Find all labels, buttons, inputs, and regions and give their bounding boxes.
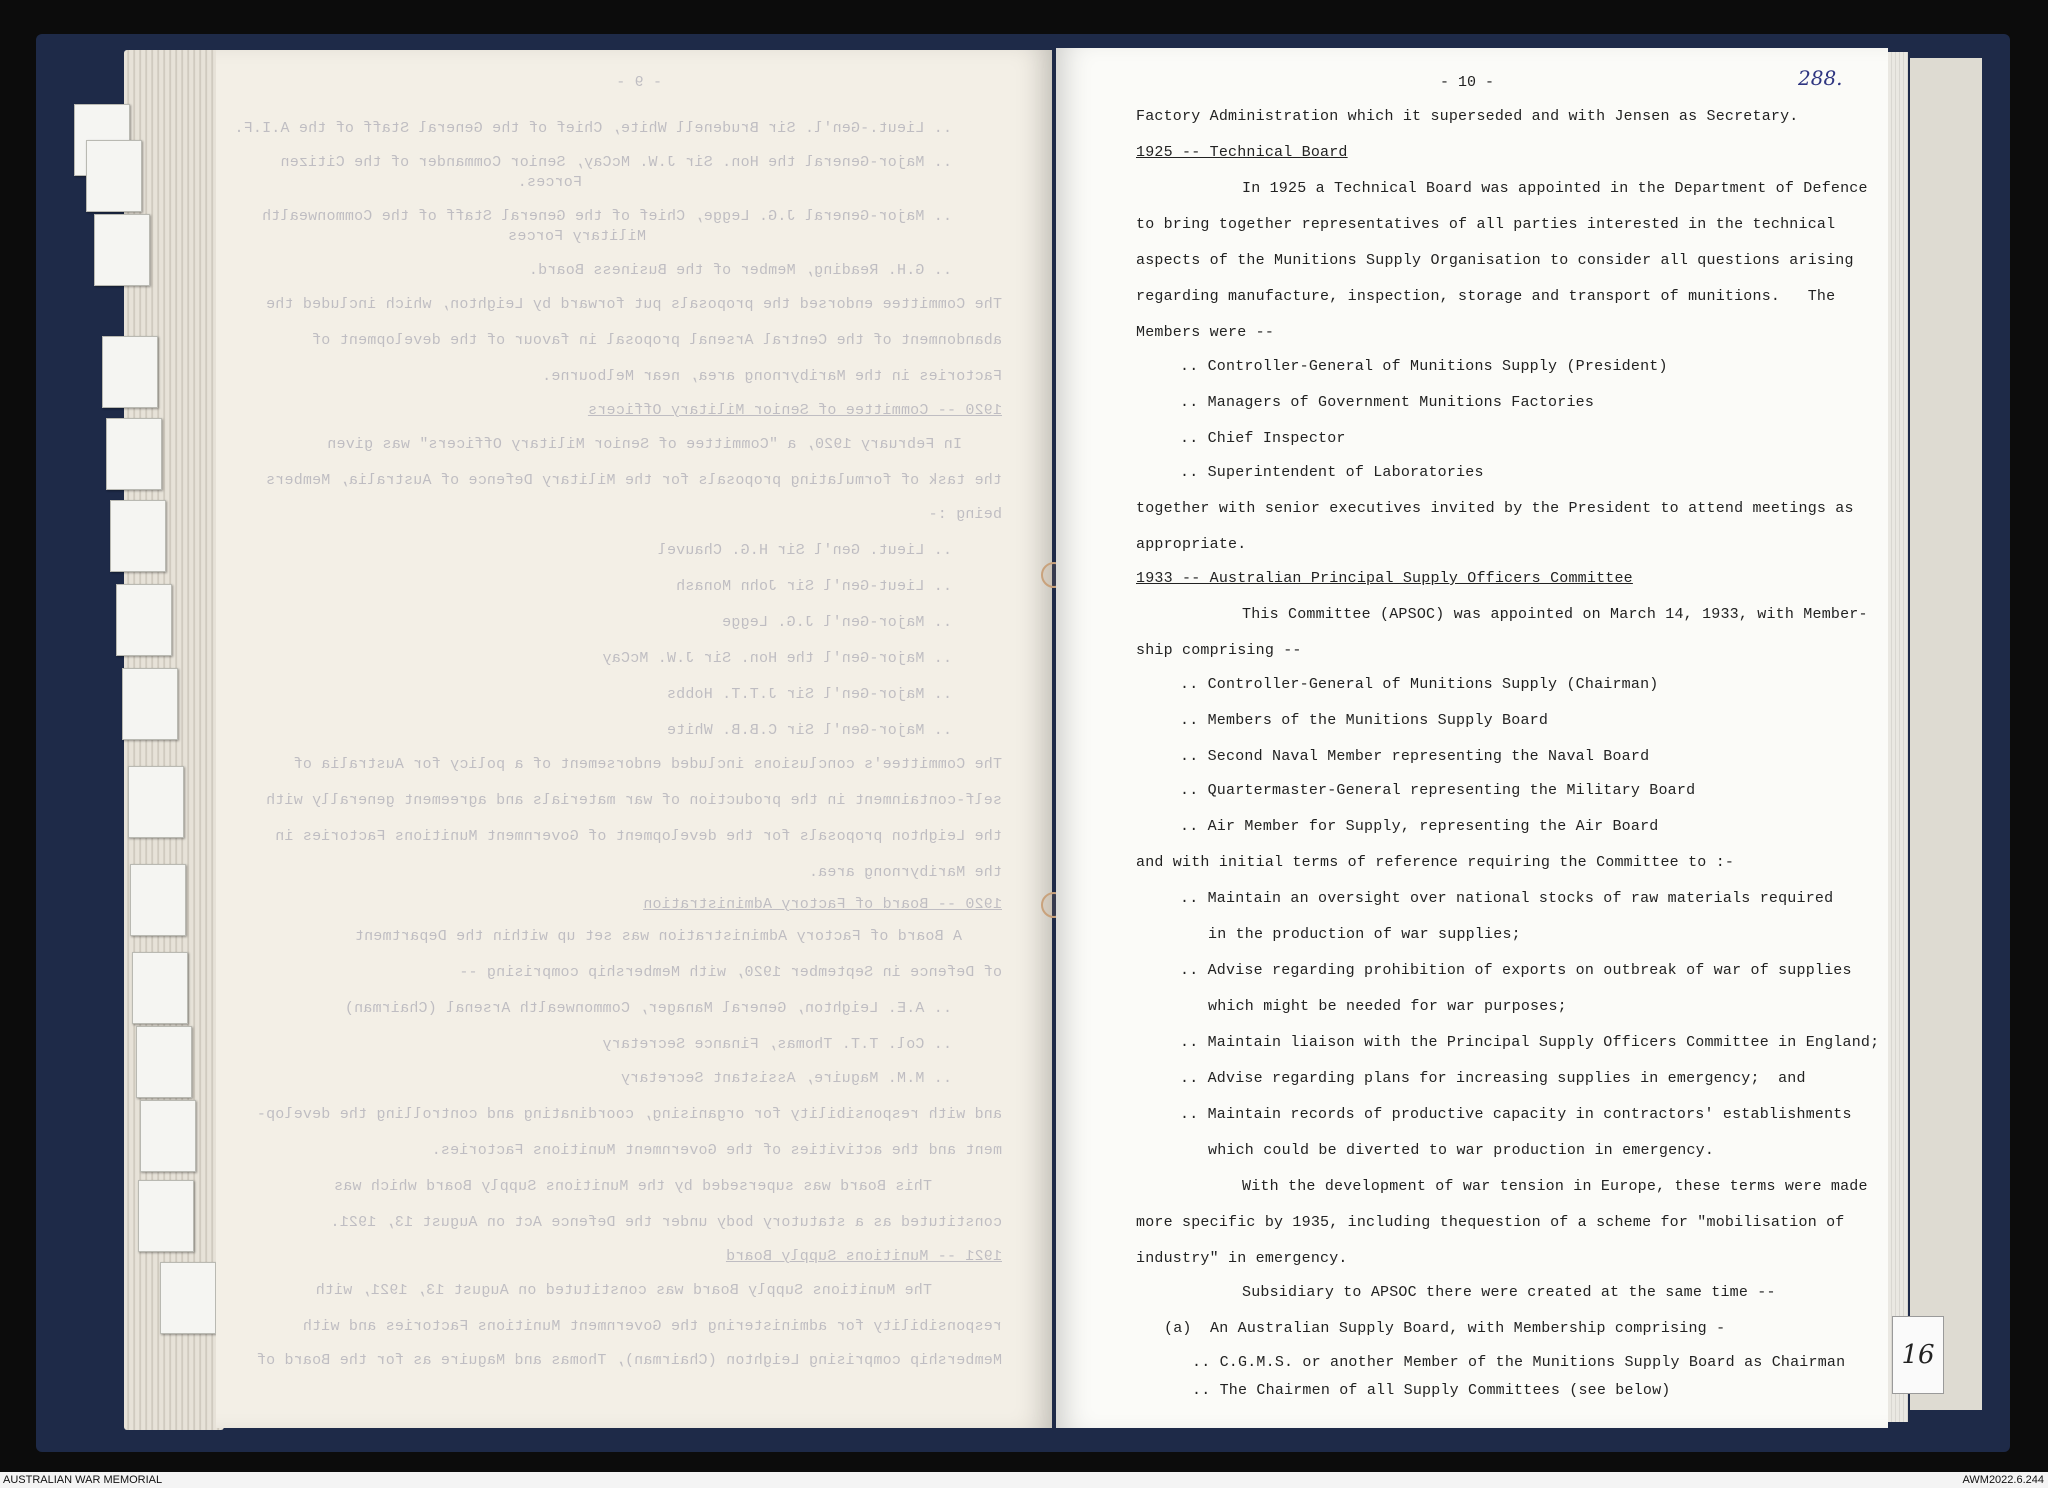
index-tab (86, 140, 142, 212)
bullet-item: .. Maintain an oversight over national stocks of raw materials required (1180, 890, 1834, 907)
text-line: which might be needed for war purposes; (1208, 998, 1567, 1015)
left-line: .. Lieut. Gen'l Sir H.G. Chauvel (657, 542, 952, 559)
bullet-item: .. Chief Inspector (1180, 430, 1346, 447)
left-line: the task of formulating proposals for the Military Defence of Australia, Members (265, 472, 1002, 489)
left-page-bleed-text (216, 50, 1052, 1428)
bullet-item: .. C.G.M.S. or another Member of the Munitions Supply Board as Chairman (1192, 1354, 1846, 1371)
left-line: .. Major-General J.G. Legge, Chief of the General Staff of the Commonwealth (261, 208, 952, 225)
left-line: A Board of Factory Administration was set up within the Department (354, 928, 962, 945)
text-line: Factory Administration which it superseded and with Jensen as Secretary. (1136, 108, 1799, 125)
text-line: in the production of war supplies; (1208, 926, 1521, 943)
text-line: In 1925 a Technical Board was appointed in the Department of Defence (1242, 180, 1868, 197)
bullet-item: .. Advise regarding prohibition of exports on outbreak of war of supplies (1180, 962, 1852, 979)
text-line: (a) An Australian Supply Board, with Membership comprising - (1164, 1320, 1726, 1337)
text-line: aspects of the Munitions Supply Organisation to consider all questions arising (1136, 252, 1854, 269)
left-line: responsibility for administering the Government Munitions Factories and with (302, 1318, 1002, 1335)
index-tab (106, 418, 162, 490)
index-tab (136, 1026, 192, 1098)
text-line: With the development of war tension in Europe, these terms were made (1242, 1178, 1868, 1195)
handwritten-folio: 288. (1798, 66, 1843, 90)
page-stack-right (1888, 52, 1908, 1422)
numbered-tag: 16 (1892, 1316, 1944, 1394)
section-heading: 1933 -- Australian Principal Supply Officers Committee (1136, 570, 1633, 587)
index-tab (128, 766, 184, 838)
left-line: the Maribyrnong area. (808, 864, 1002, 881)
left-line: .. G.H. Reading, Member of the Business Board. (528, 262, 952, 279)
left-heading: 1920 -- Committee of Senior Military Officers (587, 402, 1002, 419)
left-line: .. A.E. Leighton, General Manager, Commonwealth Arsenal (Chairman) (344, 1000, 952, 1017)
left-heading: 1921 -- Munitions Supply Board (725, 1248, 1002, 1265)
left-line: and with responsibility for organising, coordinating and controlling the develop- (256, 1106, 1002, 1123)
left-line: In February 1920, a "Committee of Senior Military Officers" was given (327, 436, 962, 453)
bullet-item: .. Quartermaster-General representing the Military Board (1180, 782, 1696, 799)
text-line: Members were -- (1136, 324, 1275, 341)
index-tab (116, 584, 172, 656)
left-line: .. Major-Gen'l the Hon. Sir J.W. McCay (602, 650, 952, 667)
left-line: Military Forces (507, 228, 646, 245)
left-line: .. Major-Gen'l Sir J.T.T. Hobbs (666, 686, 952, 703)
index-tab (94, 214, 150, 286)
bullet-item: .. Second Naval Member representing the Naval Board (1180, 748, 1650, 765)
bullet-item: .. Controller-General of Munitions Supply (Chairman) (1180, 676, 1659, 693)
bullet-item: .. Members of the Munitions Supply Board (1180, 712, 1549, 729)
index-tab (138, 1180, 194, 1252)
index-tab (140, 1100, 196, 1172)
left-line: Factories in the Maribyrnong area, near Melbourne. (541, 368, 1002, 385)
right-page (1056, 48, 1888, 1428)
page-number: - 10 - (1440, 74, 1495, 91)
text-line: and with initial terms of reference requiring the Committee to :- (1136, 854, 1735, 871)
index-tab (102, 336, 158, 408)
left-line: self-containment in the production of war materials and agreement generally with (265, 792, 1002, 809)
left-heading: 1920 -- Board of Factory Administration (643, 896, 1002, 913)
left-page-number: - 9 - (615, 74, 662, 91)
left-line: ment and the activities of the Government Munitions Factories. (431, 1142, 1002, 1159)
text-line: which could be diverted to war production in emergency. (1208, 1142, 1715, 1159)
text-line: appropriate. (1136, 536, 1247, 553)
text-line: to bring together representatives of all parties interested in the technical (1136, 216, 1836, 233)
left-line: Forces. (517, 174, 582, 191)
bullet-item: .. Air Member for Supply, representing the Air Board (1180, 818, 1659, 835)
left-line: the Leighton proposals for the development of Government Munitions Factories in (275, 828, 1002, 845)
index-tab (110, 500, 166, 572)
index-tab (130, 864, 186, 936)
left-page (216, 50, 1052, 1428)
left-line: of Defence in September 1920, with Membership comprising -- (459, 964, 1002, 981)
left-line: .. Col. T.T. Thomas, Finance Secretary (602, 1036, 952, 1053)
text-line: more specific by 1935, including thequestion of a scheme for "mobilisation of (1136, 1214, 1845, 1231)
left-line: .. Lieut.-Gen'l. Sir Brudenell White, Chief of the General Staff of the A.I.F. (234, 120, 952, 137)
text-line: regarding manufacture, inspection, storage and transport of munitions. The (1136, 288, 1836, 305)
section-heading: 1925 -- Technical Board (1136, 144, 1348, 161)
text-line: ship comprising -- (1136, 642, 1302, 659)
bullet-item: .. Superintendent of Laboratories (1180, 464, 1484, 481)
index-tab (160, 1262, 216, 1334)
footer (0, 1472, 2048, 1488)
left-line: Membership comprising Leighton (Chairman), Thomas and Maguire as for the Board of (256, 1352, 1002, 1369)
left-line: The Munitions Supply Board was constituted on August 13, 1921, with (315, 1282, 932, 1299)
text-line: Subsidiary to APSOC there were created at the same time -- (1242, 1284, 1776, 1301)
left-line: The Committee endorsed the proposals put forward by Leighton, which included the (265, 296, 1002, 313)
left-line: constituted as a statutory body under the Defence Act on August 13, 1921. (330, 1214, 1002, 1231)
left-line: .. Major-Gen'l J.G. Legge (721, 614, 952, 631)
bullet-item: .. Controller-General of Munitions Supply (President) (1180, 358, 1668, 375)
left-line: .. Lieut-Gen'l Sir John Monash (675, 578, 952, 595)
index-tab (132, 952, 188, 1024)
left-line: being :- (928, 506, 1002, 523)
bullet-item: .. Advise regarding plans for increasing supplies in emergency; and (1180, 1070, 1806, 1087)
footer-credit: AUSTRALIAN WAR MEMORIAL (3, 1474, 163, 1486)
index-tab (122, 668, 178, 740)
left-line: This Board was superseded by the Munitions Supply Board which was (333, 1178, 932, 1195)
text-line: together with senior executives invited by the President to attend meetings as (1136, 500, 1854, 517)
left-line: .. M.M. Maguire, Assistant Secretary (620, 1070, 952, 1087)
bullet-item: .. Maintain records of productive capacity in contractors' establishments (1180, 1106, 1852, 1123)
left-line: .. Major-General the Hon. Sir J.W. McCay, Senior Commander of the Citizen (280, 154, 952, 171)
bullet-item: .. The Chairmen of all Supply Committees (see below) (1192, 1382, 1671, 1399)
text-line: industry" in emergency. (1136, 1250, 1348, 1267)
footer-accession-number: AWM2022.6.244 (1962, 1474, 2044, 1486)
bullet-item: .. Maintain liaison with the Principal Supply Officers Committee in England; (1180, 1034, 1880, 1051)
backing-board (1910, 58, 1982, 1410)
left-line: The Committee's conclusions included endorsement of a policy for Australia of (293, 756, 1002, 773)
text-line: This Committee (APSOC) was appointed on March 14, 1933, with Member- (1242, 606, 1868, 623)
bullet-item: .. Managers of Government Munitions Factories (1180, 394, 1595, 411)
left-line: abandonment of the Central Arsenal proposal in favour of the development of (311, 332, 1002, 349)
left-line: .. Major-Gen'l Sir C.B.B. White (666, 722, 952, 739)
